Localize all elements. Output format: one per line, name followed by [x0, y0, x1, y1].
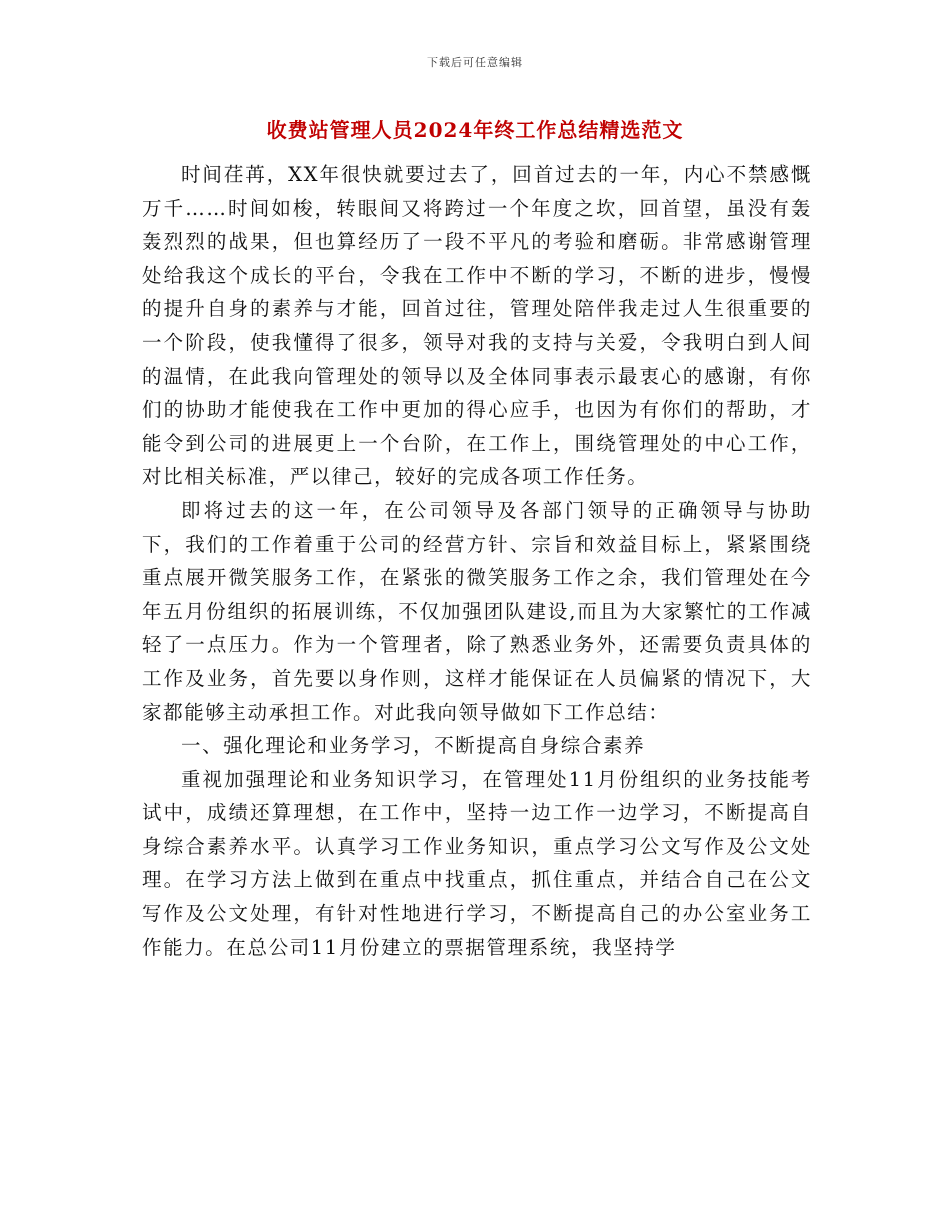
section-heading-1: 一、强化理论和业务学习，不断提高自身综合素养	[181, 734, 646, 758]
document-body	[142, 158, 812, 964]
paragraph-intro: 时间荏苒，XX年很快就要过去了，回首过去的一年，内心不禁感慨万千……时间如梭，转眼间又将跨过一个年度之坎，回首望，虽没有轰轰烈烈的战果，但也算经历了一段不平凡的考验和磨砺。非常感谢管理处给我这个成长的平台，令我在工作中不断的学习，不断的进步，慢慢的提升自身的素养与才能，回首过往，管理处陪伴我走过人生很重要的一个阶段，使我懂得了很多，领导对我的支持与关爱，令我明白到人间的温情，在此我向管理处的领导以及全体同事表示最衷心的感谢，有你们的协助才能使我在工作中更加的得心应手，也因为有你们的帮助，才能令到公司的进展更上一个台阶，在工作上，围绕管理处的中心工作，对比相关标准，严以律己，较好的完成各项工作任务。	[142, 163, 812, 489]
header-note: 下载后可任意编辑	[427, 56, 523, 69]
document-title: 收费站管理人员2024年终工作总结精选范文	[266, 118, 684, 142]
paragraph-section-1: 重视加强理论和业务知识学习，在管理处11月份组织的业务技能考试中，成绩还算理想，在工作中，坚持一边工作一边学习，不断提高自身综合素养水平。认真学习工作业务知识，重点学习公文写作及公文处理。在学习方法上做到在重点中找重点，抓住重点，并结合自己在公文写作及公文处理，有针对性地进行学习，不断提高自己的办公室业务工作能力。在总公司11月份建立的票据管理系统，我坚持学	[142, 767, 812, 959]
paragraph-overview: 即将过去的这一年，在公司领导及各部门领导的正确领导与协助下，我们的工作着重于公司的经营方针、宗旨和效益目标上，紧紧围绕重点展开微笑服务工作，在紧张的微笑服务工作之余，我们管理处在今年五月份组织的拓展训练，不仅加强团队建设,而且为大家繁忙的工作减轻了一点压力。作为一个管理者，除了熟悉业务外，还需要负责具体的工作及业务，首先要以身作则，这样才能保证在人员偏紧的情况下，大家都能够主动承担工作。对此我向领导做如下工作总结：	[142, 498, 812, 724]
